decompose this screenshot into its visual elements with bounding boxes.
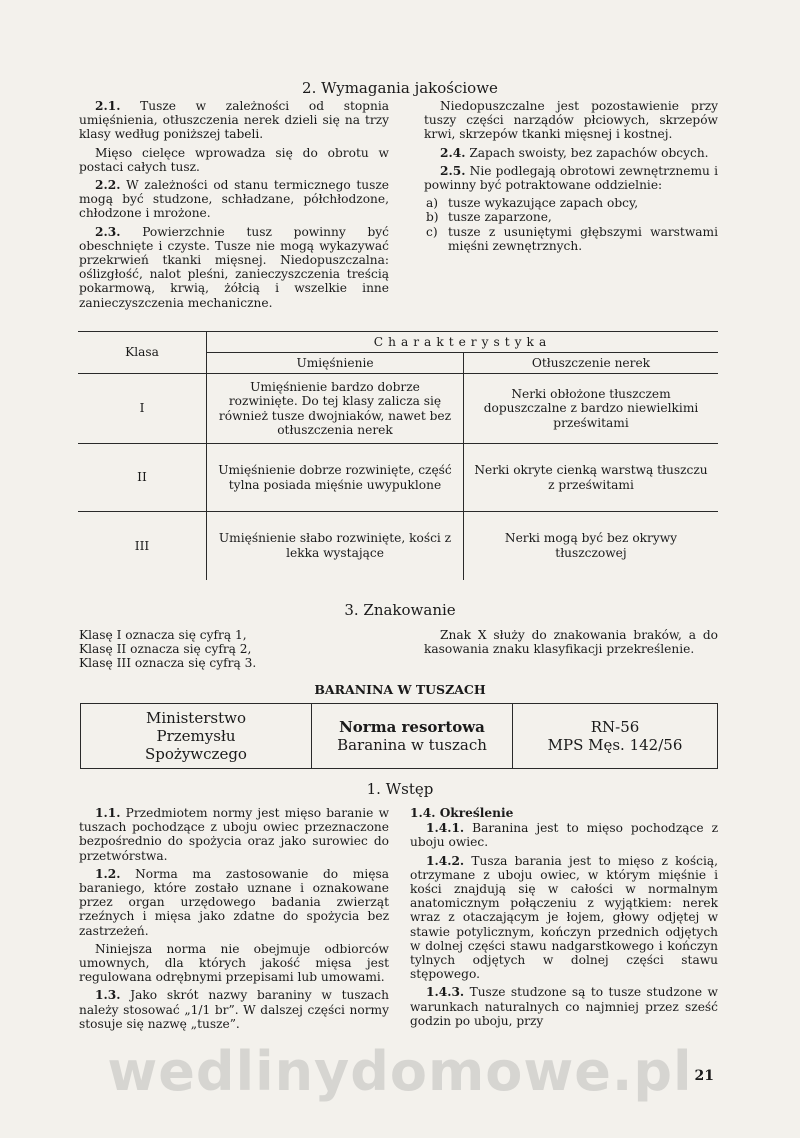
norm-name: Baranina w tuszach [337,736,487,754]
section-3-left-column [79,628,379,671]
paragraph-number: 1.1. [95,806,121,820]
norm-cell [312,704,513,768]
paragraph-number: 1.3. [95,988,121,1003]
section-1-title: 1. Wstęp [366,780,434,798]
table-cell-umiesnienie: Umięśnienie bardzo dobrze rozwinięte. Do tej klasy zalicza się również tusze dwojniaków, nawet bez otłuszczenia nerek [207,374,464,444]
table-header-otluszczenie: Otłuszczenie nerek [464,353,719,374]
paragraph-number: 1.2. [95,866,121,881]
standard-header-box [80,703,718,769]
paragraph-number: 1.4.2. [426,853,465,868]
norm-type: Norma resortowa [339,718,485,736]
paragraph-number: 1.4.1. [426,821,465,836]
paragraph-number: 2.4. [440,145,466,160]
class-marking-line: Klasę I oznacza się cyfrą 1, [79,628,247,642]
paragraph [410,854,718,982]
section-1-right-column [410,806,718,1032]
section-3-title: 3. Znakowanie [344,601,456,619]
page-number: 21 [694,1068,714,1084]
code-cell [513,704,717,768]
ministry-cell [81,704,312,768]
paragraph [79,942,389,985]
paragraph [79,225,389,310]
class-marking-line: Klasę III oznacza się cyfrą 3. [79,656,257,671]
table-row [78,512,718,580]
paragraph-text: Tusze w zależności od stopnia umięśnienia, otłuszczenia nerek dzieli się na trzy klasy według poniższej tabeli. [79,99,389,142]
paragraph-text: Mięso cielęce wprowadza się do obrotu w postaci całych tusz. [79,145,389,174]
list-item [426,210,718,224]
paragraph-text: Niniejsza norma nie obejmuje odbiorców umownych, dla których jakość mięsa jest regulowana odrębnymi przepisami lub umowami. [79,941,389,985]
norm-code: RN-56 [590,718,640,736]
ministry-name: Ministerstwo Przemysłu Spożywczego [145,709,247,763]
table-header-umiesnienie: Umięśnienie [207,353,464,374]
table-header-charakterystyka: Charakterystyka [207,332,719,353]
paragraph [79,867,389,938]
paragraph [79,178,389,221]
standard-heading: BARANINA W TUSZACH [314,682,486,697]
paragraph-text: Powierzchnie tusz powinny być obeschnięte i czyste. Tusze nie mogą wykazywać przekrwień tkanki mięsnej. Niedopuszczalna: oślizgłość, nalot pleśni, zanieczyszczenia treścią pokarmową, krwią, żółcią i wszelkie inne zanieczyszczenia mechaniczne. [79,224,389,310]
paragraph-text: Tusze studzone są to tusze studzone w warunkach naturalnych co najmniej przez sześć godzin po uboju, przy [410,985,718,1028]
table-row [78,444,718,512]
paragraph-text: Nie podlegają obrotowi zewnętrznemu i powinny być potraktowane oddzielnie: [424,163,718,193]
paragraph-number: 1.4.3. [426,985,465,1000]
table-cell-otluszczenie: Nerki obłożone tłuszczem dopuszczalne z bardzo niewielkimi prześwitami [464,374,719,444]
table-header-klasa: Klasa [78,332,207,374]
paragraph-text: Jako skrót nazwy baraniny w tuszach należy stosować „1/1 br”. W dalszej części normy stosuje się nazwę „tusze”. [79,988,389,1031]
watermark: wedlinydomowe.pl [107,1040,693,1103]
paragraph [424,164,718,192]
section-2-left-column [79,99,389,314]
paragraph [410,985,718,1028]
paragraph [424,99,718,142]
section-2-title: 2. Wymagania jakościowe [302,79,498,97]
paragraph [424,146,718,160]
list-text: tusze wykazujące zapach obcy, [448,196,639,211]
table-cell-umiesnienie: Umięśnienie słabo rozwinięte, kości z lekka wystające [207,512,464,580]
list-text: tusze zaparzone, [448,210,552,225]
section-1-left-column [79,806,389,1035]
paragraph-text: Zapach swoisty, bez zapachów obcych. [465,145,709,160]
paragraph [79,146,389,174]
table-cell-umiesnienie: Umięśnienie dobrze rozwinięte, część tylna posiada mięśnie uwypuklone [207,444,464,512]
paragraph-number: 2.1. [95,99,121,113]
defect-marking-text: Znak X służy do znakowania braków, a do kasowania znaku klasyfikacji przekreślenie. [424,628,718,657]
list-marker: b) [426,210,439,225]
paragraph [410,821,718,849]
paragraph-text: Przedmiotem normy jest mięso baranie w tuszach pochodzące z uboju owiec przeznaczone bezpośrednio do spożycia oraz jako surowiec do przetwórstwa. [79,806,389,863]
norm-code-mps: MPS Męs. 142/56 [547,736,683,754]
definition-heading: 1.4. Określenie [410,806,514,820]
section-3-right-column [424,628,718,660]
table-cell-klasa: I [78,374,207,444]
list-text: tusze z usuniętymi głębszymi warstwami mięśni zewnętrznych. [448,224,718,253]
paragraph-text: Tusza barania jest to mięso z kością, otrzymane z uboju owiec, w którym mięśnie i kości znajdują się w całości w normalnym anatomicznym połączeniu z wyjątkiem: nerek wraz z otaczającym je łojem, głowy odjętej w stawie potylicznym, kończyn przednich odjętych w dolnej części stawu nadgarstkowego i kończyn tylnych odjętych w dolnej części stawu stępowego. [410,853,718,982]
table-row [78,374,718,444]
paragraph-text: Baranina jest to mięso pochodzące z uboju owiec. [410,821,718,850]
list-item [426,196,718,210]
table-cell-otluszczenie: Nerki mogą być bez okrywy tłuszczowej [464,512,719,580]
paragraph [79,99,389,142]
paragraph-number: 2.5. [440,163,466,178]
paragraph [79,988,389,1031]
class-marking-line: Klasę II oznacza się cyfrą 2, [79,642,252,657]
section-2-right-column [424,99,718,253]
paragraph-number: 2.3. [95,224,121,239]
list-item [426,225,718,253]
paragraph-number: 2.2. [95,178,121,193]
paragraph-text: Norma ma zastosowanie do mięsa baraniego, które zostało uznane i oznakowane przez organ urzędowego badania zwierząt rzeźnych i mięsa jako zdatne do spożycia bez zastrzeżeń. [79,866,389,938]
table-cell-klasa: III [78,512,207,580]
paragraph [79,806,389,863]
table-cell-klasa: II [78,444,207,512]
characteristics-table [78,331,718,580]
table-cell-otluszczenie: Nerki okryte cienką warstwą tłuszczu z prześwitami [464,444,719,512]
paragraph-text: Niedopuszczalne jest pozostawienie przy tuszy części narządów płciowych, skrzepów krwi, skrzepów tkanki mięsnej i kostnej. [424,99,718,142]
paragraph-text: W zależności od stanu termicznego tusze mogą być studzone, schładzane, półchłodzone, chłodzone i mrożone. [79,178,389,221]
list-marker: a) [426,196,439,211]
list-marker: c) [426,224,438,239]
